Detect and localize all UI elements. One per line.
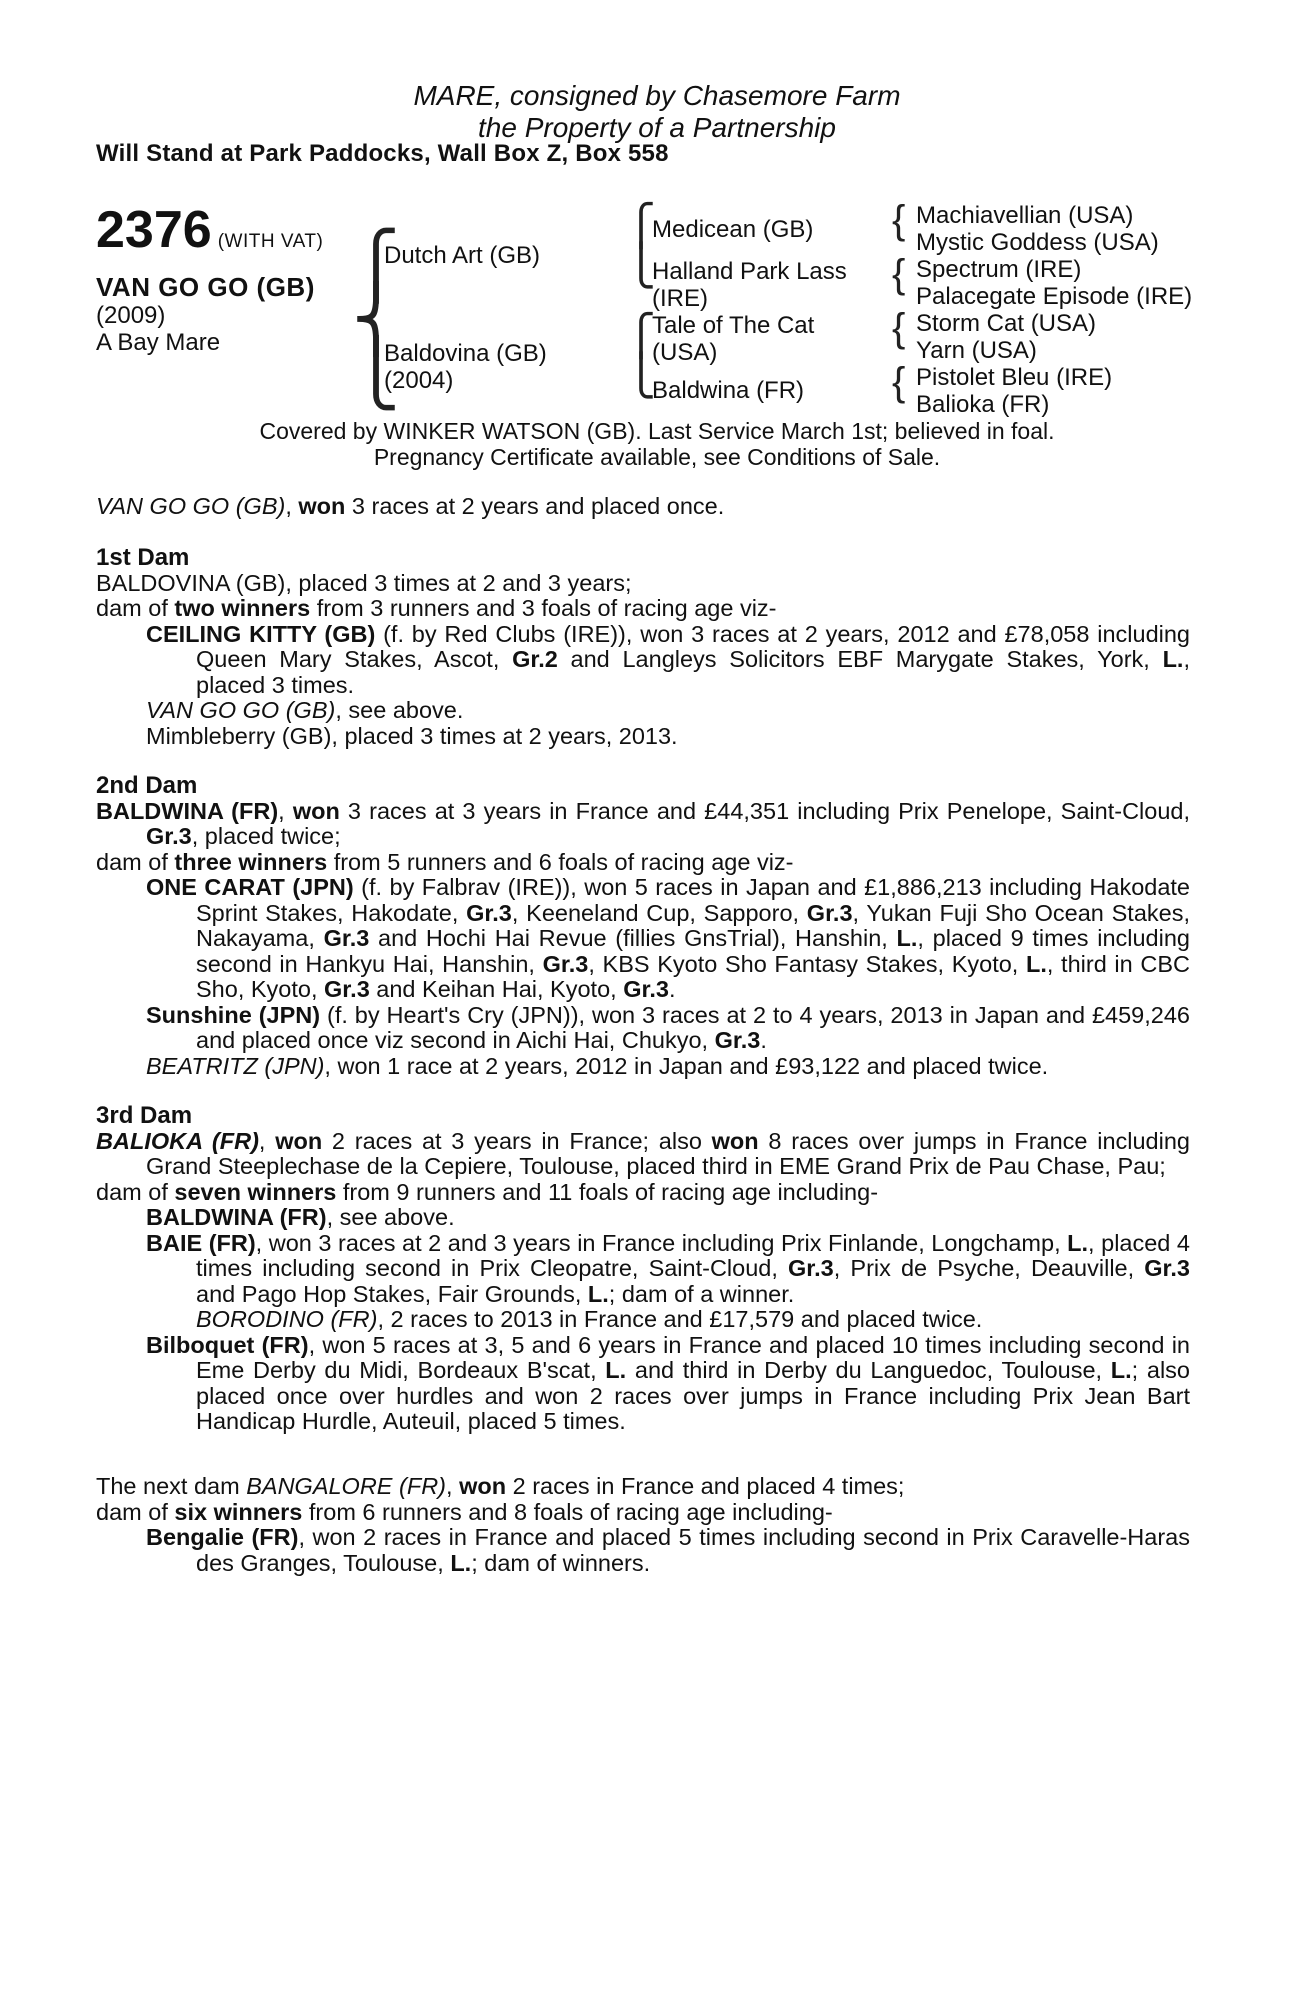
- pedigree-sd-2: (IRE): [652, 285, 708, 312]
- pedigree-sd-1: Halland Park Lass: [652, 258, 847, 285]
- property-line: the Property of a Partnership: [478, 112, 836, 143]
- second-dam-record: BALDWINA (FR), won 3 races at 3 years in France and £44,351 including Prix Penelope, Saint-Cloud, Gr.3, placed twice;: [96, 797, 1190, 849]
- produce-mimbleberry: Mimbleberry (GB), placed 3 times at 2 years, 2013.: [146, 722, 678, 749]
- g3-brace-1: {: [892, 198, 906, 242]
- pregnancy-note: Pregnancy Certificate available, see Conditions of Sale.: [373, 444, 941, 470]
- pedigree-dss: Storm Cat (USA): [916, 310, 1097, 337]
- pedigree-dsd: Yarn (USA): [916, 337, 1037, 364]
- sire-side-brace-top: ⎧: [626, 204, 656, 248]
- first-dam-heading: 1st Dam: [96, 544, 190, 571]
- lot-number-block: [96, 200, 323, 260]
- first-dam-section: [96, 545, 1190, 749]
- sire-side-brace-bottom: ⎩: [626, 244, 656, 288]
- third-dam-produce: dam of seven winners from 9 runners and 11 foals of racing age including-: [96, 1178, 879, 1205]
- summary-name: VAN GO GO (GB): [96, 493, 286, 519]
- pedigree-dam: Baldovina (GB): [384, 340, 547, 367]
- next-dam-produce: dam of six winners from 6 runners and 8 foals of racing age including-: [96, 1498, 833, 1525]
- horse-name: VAN GO GO (GB): [96, 272, 315, 302]
- first-dam-record: BALDOVINA (GB), placed 3 times at 2 and 3 years;: [96, 569, 632, 596]
- pedigree-sire: Dutch Art (GB): [384, 242, 541, 269]
- produce-borodino: BORODINO (FR), 2 races to 2013 in France and £17,579 and placed twice.: [196, 1306, 983, 1332]
- dam-side-brace-top: ⎧: [626, 314, 656, 358]
- produce-beatritz: BEATRITZ (JPN), won 1 race at 2 years, 2012 in Japan and £93,122 and placed twice.: [146, 1052, 1049, 1079]
- next-dam-section: [96, 1474, 1190, 1576]
- third-dam-record: BALIOKA (FR), won 2 races at 3 years in France; also won 8 races over jumps in France including Grand Steeplechase de la Cepiere, Toulouse, placed third in EME Grand Prix de Pau Chase, Pau;: [96, 1127, 1190, 1179]
- stand-location: Will Stand at Park Paddocks, Wall Box Z, Box 558: [96, 140, 669, 167]
- dam-brace: ⎩: [352, 337, 400, 409]
- covered-note: Covered by WINKER WATSON (GB). Last Service March 1st; believed in foal.: [259, 418, 1055, 444]
- pedigree-ds-2: (USA): [652, 339, 718, 366]
- pedigree-sss: Machiavellian (USA): [916, 202, 1134, 229]
- produce-ceiling-kitty: CEILING KITTY (GB) (f. by Red Clubs (IRE)), won 3 races at 2 years, 2012 and £78,058 including Queen Mary Stakes, Ascot, Gr.2 and Langleys Solicitors EBF Marygate Stakes, York, L., placed 3 times.: [146, 620, 1190, 698]
- pedigree-sdd: Palacegate Episode (IRE): [916, 283, 1193, 310]
- produce-baie: BAIE (FR), won 3 races at 2 and 3 years in France including Prix Finlande, Longchamp, L., placed 4 times including second in Prix Cleopatre, Saint-Cloud, Gr.3, Prix de Psyche, Deauville, Gr.3 and Pago Hop Stakes, Fair Grounds, L.; dam of a winner.: [146, 1229, 1190, 1307]
- horse-description: A Bay Mare: [96, 329, 221, 356]
- pedigree-sds: Spectrum (IRE): [916, 256, 1082, 283]
- second-dam-heading: 2nd Dam: [96, 772, 198, 799]
- second-dam-produce: dam of three winners from 5 runners and 6 foals of racing age viz-: [96, 848, 794, 875]
- third-dam-section: [96, 1103, 1190, 1435]
- produce-bengalie: Bengalie (FR), won 2 races in France and placed 5 times including second in Prix Caravelle-Haras des Granges, Toulouse, L.; dam of winners.: [146, 1524, 1190, 1576]
- horse-summary: VAN GO GO (GB), won 3 races at 2 years and placed once.: [96, 493, 725, 519]
- produce-bilboquet: Bilboquet (FR), won 5 races at 3, 5 and 6 years in France and placed 10 times including second in Eme Derby du Midi, Bordeaux B'scat, L. and third in Derby du Languedoc, Toulouse, L.; also placed once over hurdles and won 2 races over jumps in France including Prix Jean Bart Handicap Hurdle, Auteuil, placed 5 times.: [146, 1331, 1191, 1434]
- produce-baldwina: BALDWINA (FR), see above.: [146, 1204, 455, 1230]
- pedigree-ds-1: Tale of The Cat: [652, 312, 815, 339]
- pedigree-ssd: Mystic Goddess (USA): [916, 229, 1159, 256]
- pedigree-ss: Medicean (GB): [652, 216, 814, 243]
- pedigree-dd: Baldwina (FR): [652, 377, 805, 404]
- produce-van-go-go: VAN GO GO (GB), see above.: [146, 697, 464, 723]
- next-dam-record: The next dam BANGALORE (FR), won 2 races in France and placed 4 times;: [96, 1473, 905, 1499]
- mid-brace: ⎨: [352, 283, 400, 355]
- pedigree-dds: Pistolet Bleu (IRE): [916, 364, 1113, 391]
- produce-one-carat: ONE CARAT (JPN) (f. by Falbrav (IRE)), won 5 races in Japan and £1,886,213 including Hakodate Sprint Stakes, Hakodate, Gr.3, Keeneland Cup, Sapporo, Gr.3, Yukan Fuji Sho Ocean Stakes, Nakayama, Gr.3 and Hochi Hai Revue (fillies GnsTrial), Hanshin, L., placed 9 times including second in Hankyu Hai, Hanshin, Gr.3, KBS Kyoto Sho Fantasy Stakes, Kyoto, L., third in CBC Sho, Kyoto, Gr.3 and Keihan Hai, Kyoto, Gr.3.: [146, 874, 1191, 1002]
- dam-side-brace-bottom: ⎩: [626, 354, 656, 398]
- pedigree-dam-year: (2004): [384, 367, 454, 394]
- horse-year: (2009): [96, 302, 166, 329]
- vat-note: (WITH VAT): [217, 231, 324, 252]
- summary-won: won: [298, 493, 346, 519]
- produce-sunshine: Sunshine (JPN) (f. by Heart's Cry (JPN)), won 3 races at 2 to 4 years, 2013 in Japan and £459,246 and placed once viz second in Aichi Hai, Chukyo, Gr.3.: [146, 1001, 1190, 1053]
- second-dam-section: [96, 773, 1190, 1079]
- summary-text: 3 races at 2 years and placed once.: [345, 493, 725, 519]
- third-dam-heading: 3rd Dam: [96, 1102, 193, 1129]
- pedigree-ddd: Balioka (FR): [916, 391, 1050, 418]
- first-dam-produce: dam of two winners from 3 runners and 3 foals of racing age viz-: [96, 595, 777, 621]
- g3-brace-2: {: [892, 252, 906, 296]
- g3-brace-3: {: [892, 306, 906, 350]
- lot-number: 2376: [96, 201, 212, 259]
- consignor-line: MARE, consigned by Chasemore Farm: [413, 80, 901, 111]
- g3-brace-4: {: [892, 360, 906, 404]
- sire-brace: ⎧: [352, 229, 400, 301]
